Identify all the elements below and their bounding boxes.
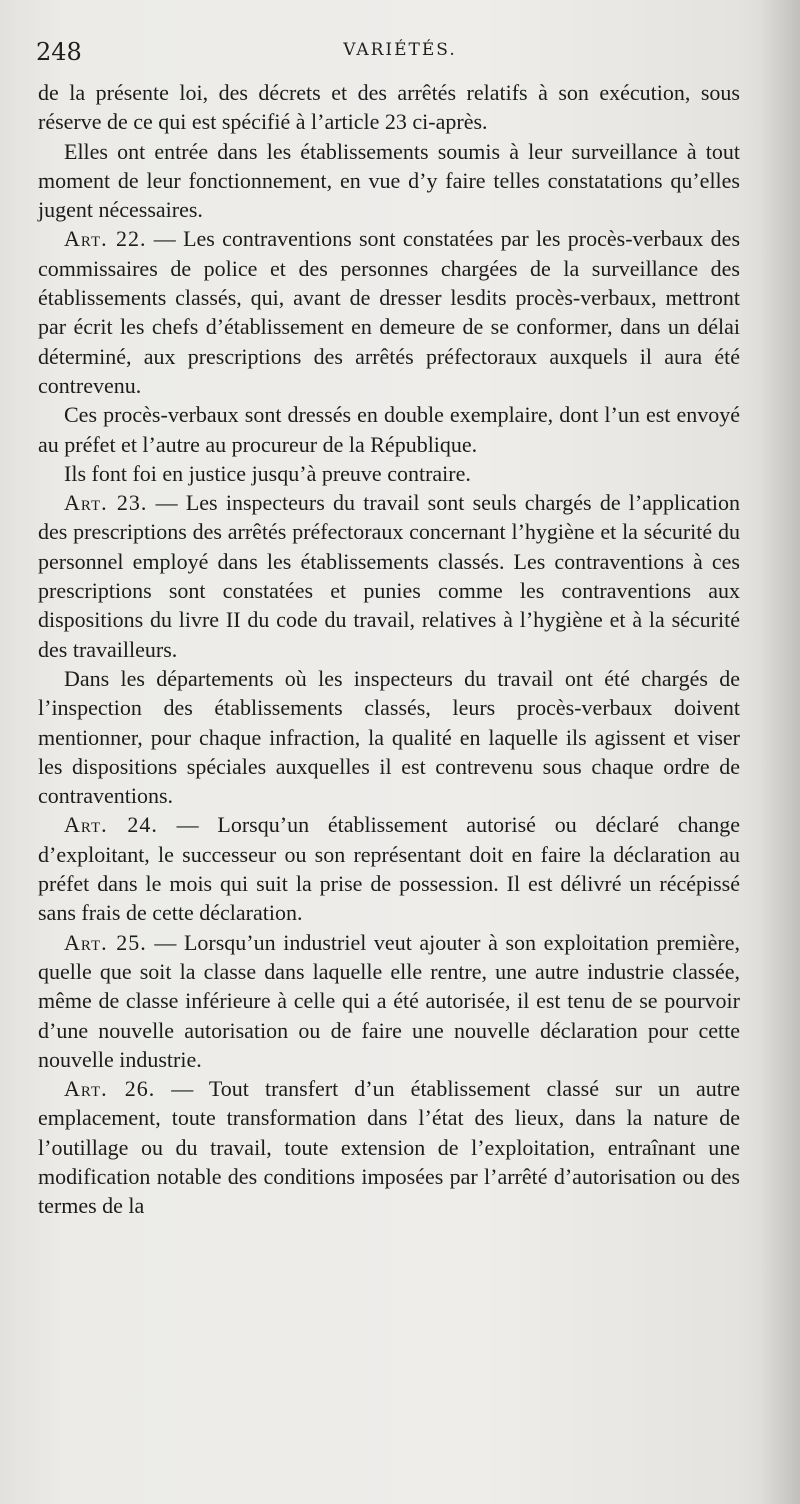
article-label: Art. 23. <box>64 490 148 516</box>
paragraph-text: — Les inspecteurs du travail sont seuls chargés de l’application des prescriptions des arrêtés préfectoraux concernant l’hygiène et la sécurité du personnel employé dans les établissements classés. Les contraventions à ces prescriptions sont constatées et punies comme les contraventions aux dispositions du livre II du code du travail, relatives à l’hygiène et à la sécurité des travailleurs. <box>38 490 740 662</box>
article-25 <box>38 928 740 1074</box>
paragraph <box>38 400 740 459</box>
article-26 <box>38 1074 740 1220</box>
paragraph-text: — Lorsqu’un établissement autorisé ou déclaré change d’exploitant, le successeur ou son représentant doit en faire la déclaration au préfet dans le mois qui suit la prise de possession. Il est délivré un récépissé sans frais de cette déclaration. <box>38 812 740 926</box>
page-number: 248 <box>36 38 82 66</box>
article-label: Art. 22. <box>64 226 147 252</box>
article-label: Art. 24. <box>64 812 158 838</box>
paragraph-text: Ils font foi en justice jusqu’à preuve contraire. <box>64 460 471 486</box>
paragraph-text: — Les contraventions sont constatées par les procès-verbaux des commissaires de police et des personnes chargées de la surveillance des établissements classés, qui, avant de dresser lesdits procès-verbaux, mettront par écrit les chefs d’établissement en demeure de se conformer, dans un délai déterminé, aux prescriptions des arrêtés préfectoraux auxquels il aura été contrevenu. <box>38 226 741 398</box>
paragraph-text: Dans les départements où les inspecteurs du travail ont été chargés de l’inspection des établissements classés, leurs procès-verbaux doivent mentionner, pour chaque infraction, la qualité en laquelle ils agissent et viser les dispositions spéciales auxquelles il est contrevenu sous chaque ordre de contraventions. <box>38 665 740 809</box>
paragraph-text: Ces procès-verbaux sont dressés en double exemplaire, dont l’un est envoyé au préfet et l’autre au procureur de la République. <box>38 402 740 457</box>
running-head: VARIÉTÉS. <box>343 40 457 60</box>
paragraph <box>38 664 740 810</box>
paragraph-text: de la présente loi, des décrets et des arrêtés relatifs à son exécution, sous réserve de ce qui est spécifié à l’article 23 ci-après. <box>38 80 740 135</box>
body-text <box>38 78 740 1221</box>
article-23 <box>38 488 740 664</box>
page-header <box>36 30 764 70</box>
article-label: Art. 25. <box>64 929 147 955</box>
article-24 <box>38 810 740 927</box>
article-22 <box>38 224 740 400</box>
paragraph-text: Elles ont entrée dans les établissements soumis à leur surveillance à tout moment de leur fonctionnement, en vue d’y faire telles constatations qu’elles jugent nécessaires. <box>38 138 740 223</box>
paragraph <box>38 78 740 137</box>
paragraph-text: — Tout transfert d’un établissement classé sur un autre emplacement, toute transformation dans l’état des lieux, dans la nature de l’outillage ou du travail, toute extension de l’exploitation, entraînant une modification notable des conditions imposées par l’arrêté d’autorisation ou des termes de la <box>38 1076 740 1219</box>
paragraph <box>38 459 740 488</box>
paragraph <box>38 137 740 225</box>
article-label: Art. 26. <box>64 1076 156 1102</box>
paragraph-text: — Lorsqu’un industriel veut ajouter à son exploitation première, quelle que soit la classe dans laquelle elle rentre, une autre industrie classée, même de classe inférieure à celle qui a été autorisée, il est tenu de se pourvoir d’une nouvelle autorisation ou de faire une nouvelle déclaration pour cette nouvelle industrie. <box>38 929 740 1072</box>
